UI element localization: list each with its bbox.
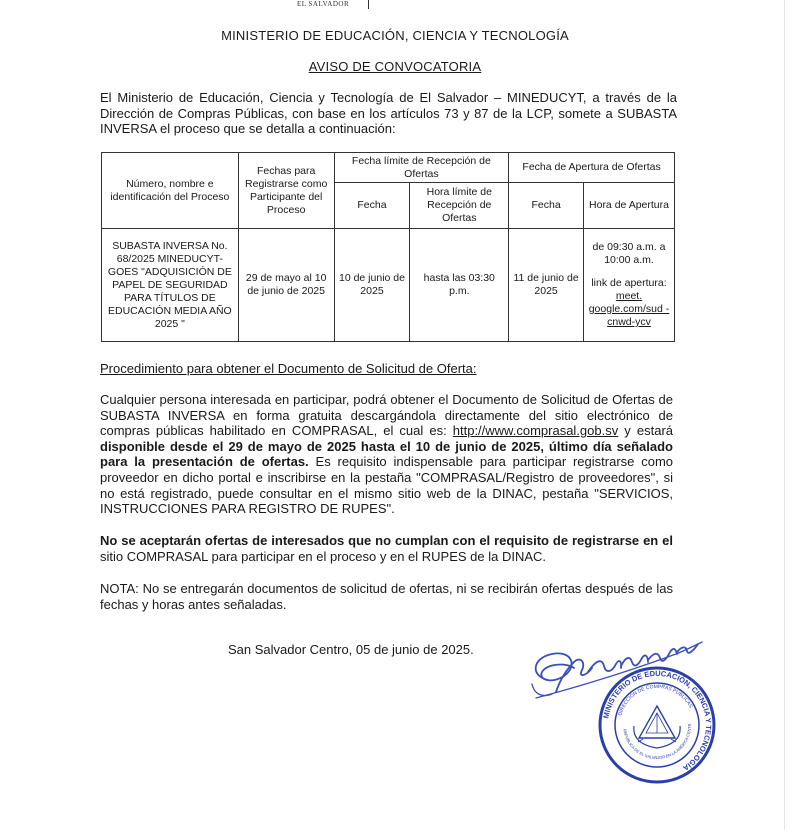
col-opening-header: Fecha de Apertura de Ofertas [509,153,675,183]
table-row [102,229,675,342]
procedure-paragraph [100,392,673,517]
cell-reception-date: 10 de junio de 2025 [334,229,410,342]
p2-text: sitio COMPRASAL para participar en el proceso y en el RUPES de la DINAC. [100,548,547,564]
cell-process: SUBASTA INVERSA No. 68/2025 MINEDUCYT-GOES "ADQUISICIÓN DE PAPEL DE SEGURIDAD PARA TÍTULOS DE EDUCACIÓN MEDIA AÑO 2025 " [102,229,239,342]
seal-inner-text: DIRECCIÓN DE COMPRAS PÚBLICAS [617,683,694,717]
p1-text-c: Es requisito indispensable para participar registrarse como proveedor en dicho portal e inscribirse en la pestaña "COMPRASAL/Registro de proveedores", si no está registrado, puede consultar en el mismo sitio web de la DINAC, pestaña "SERVICIOS, INSTRUCCIONES PARA REGISTRO DE RUPES". [100,454,674,517]
opening-link[interactable]: meet. google.com/sud -cnwd-ycv [588,290,670,328]
page-edge-line [784,0,785,830]
comprasal-link[interactable]: http://www.comprasal.gob.sv [452,423,619,439]
sub-reception-time-header: Hora límite de Recepción de Ofertas [410,183,509,229]
procedure-title: Procedimiento para obtener el Documento de Solicitud de Oferta: [100,361,477,376]
col-process-header: Número, nombre e identificación del Proceso [102,153,239,229]
col-register-header: Fechas para Registrarse como Participante del Proceso [238,153,334,229]
col-reception-header: Fecha límite de Recepción de Ofertas [334,153,509,183]
cell-opening-date: 11 de junio de 2025 [509,229,584,342]
dateline: San Salvador Centro, 05 de junio de 2025. [228,642,474,657]
cell-reception-time: hasta las 03:30 p.m. [410,229,509,342]
seal-outer-text: MINISTERIO DE EDUCACIÓN, CIENCIA Y TECNOLOGÍA [601,668,714,773]
cell-register: 29 de mayo al 10 de junio de 2025 [238,229,334,342]
ministry-title: MINISTERIO DE EDUCACIÓN, CIENCIA Y TECNOLOGÍA [221,28,569,43]
sub-reception-date-header: Fecha [334,183,410,229]
cell-opening-time [584,229,675,342]
coat-of-arms-icon [634,706,680,748]
opening-link-label: link de apertura: [591,277,667,289]
p1-bold-text: disponible desde el 29 de mayo de 2025 hasta el 10 de junio de 2025, último día señalado para la presentación de ofertas. [100,438,673,470]
intro-paragraph: El Ministerio de Educación, Ciencia y Tecnología de El Salvador – MINEDUCYT, a través de la Dirección de Compras Públicas, con base en los artículos 73 y 87 de la LCP, somete a SUBASTA INVERSA el proceso que se detalla a continuación: [100,90,677,136]
sub-opening-date-header: Fecha [509,183,584,229]
sub-opening-time-header: Hora de Apertura [584,183,675,229]
note-paragraph: NOTA: No se entregarán documentos de solicitud de ofertas, ni se recibirán ofertas después de las fechas y horas antes señaladas. [100,581,673,612]
header-top-mark: EL SALVADOR [297,0,350,8]
header-divider [368,0,369,9]
process-table [101,152,675,342]
notice-title: AVISO DE CONVOCATORIA [308,59,482,74]
seal-country-text: REPÚBLICA DE EL SALVADOR EN LA AMÉRICA CENTR [622,723,693,761]
p1-text-b: y estará [618,423,674,439]
p1-text-a: Cualquier persona interesada en participar, podrá obtener el Documento de Solicitud de Ofertas de SUBASTA INVERSA en forma gratuita descargándola directamente del sitio electrónico de compras públicas habilitado en COMPRASAL, el cual es: [100,392,673,439]
handwritten-signature [526,632,704,706]
p2-bold-text: No se aceptarán ofertas de interesados que no cumplan con el requisito de registrarse en el [100,533,673,548]
opening-time-text: de 09:30 a.m. a 10:00 a.m. [592,241,666,266]
requirement-paragraph [100,533,673,565]
